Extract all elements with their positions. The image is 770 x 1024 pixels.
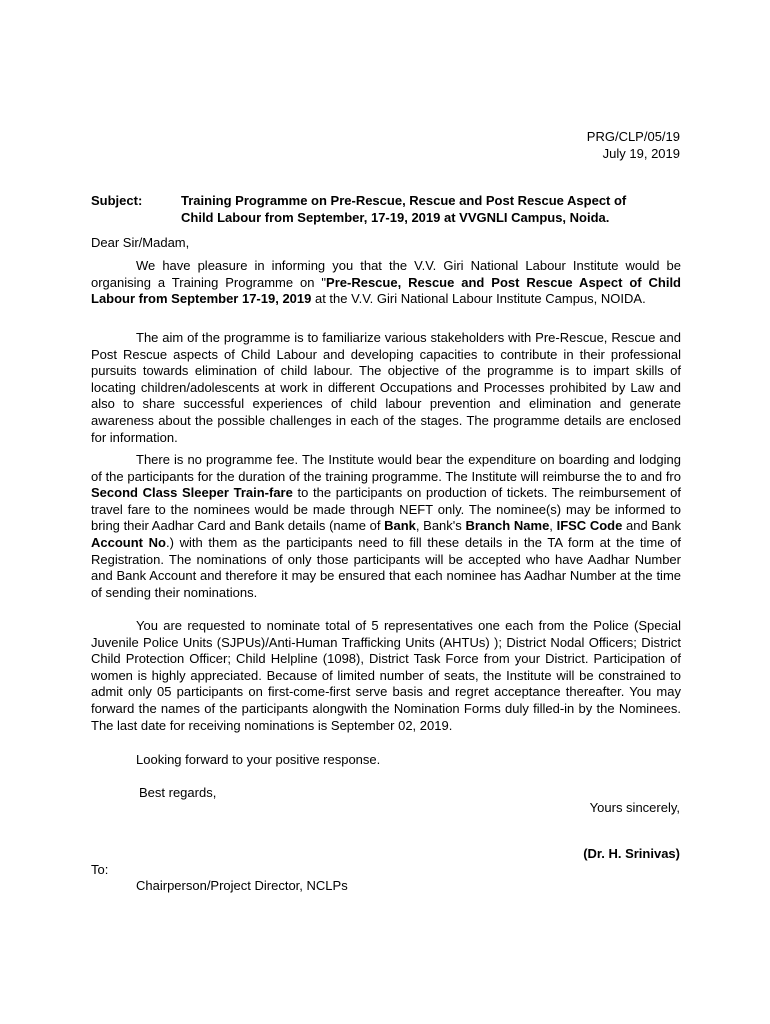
para3-bank: Bank (384, 518, 416, 534)
paragraph-nominations (91, 618, 681, 734)
paragraph-fees (91, 452, 681, 601)
para1-programme-title: Pre-Rescue, Rescue and Post Rescue Aspect of Child Labour from September 17-19, 2019 (91, 274, 681, 307)
salutation: Dear Sir/Madam, (91, 235, 190, 250)
para3-text-3: , Bank's (415, 518, 466, 534)
reference-block (587, 128, 680, 162)
para3-text-6: .) with them as the participants need to fill these details in the TA form at the time of Registration. The nominations of only those participants will be accepted who have Aadhar Number and Bank Account and therefore it may be ensured that each nominee has Aadhar Number at the time of sending their nominations. (91, 534, 681, 600)
para4-text: You are requested to nominate total of 5 representatives one each from the Police (Special Juvenile Police Units (SJPUs)/Anti-Human Trafficking Units (AHTUs) ); District Nodal Officers; District Child Protection Officer; Child Helpline (1098), District Task Force from your District. Participation of women is highly appreciated. Because of limited number of seats, the Institute will be constrained to admit only 05 participants on first-come-first serve basis and regret acceptance thereafter. You may forward the names of the participants alongwith the Nomination Forms duly filled-in by the Nominees. The last date for receiving nominations is September 02, 2019. (91, 618, 681, 733)
subject-text-line-1: Training Programme on Pre-Rescue, Rescue and Post Rescue Aspect of (181, 193, 627, 208)
para1-text-1: We have pleasure in informing you that the V.V. Giri National Labour Institute would be organising a Training Programme on " (91, 258, 681, 290)
subject-text (181, 192, 681, 226)
para3-text-4: , (549, 518, 557, 534)
sincerely-line: Yours sincerely, (589, 800, 680, 815)
addressee: Chairperson/Project Director, NCLPs (136, 878, 348, 893)
subject-label: Subject: (91, 193, 143, 208)
para3-text-5: and Bank (622, 518, 681, 534)
regards-line: Best regards, (139, 785, 217, 800)
reference-number: PRG/CLP/05/19 (586, 129, 680, 144)
para1-text-2: at the V.V. Giri National Labour Institute Campus, NOIDA. (311, 291, 646, 307)
closing-line: Looking forward to your positive response. (136, 752, 381, 767)
para3-branch-name: Branch Name (465, 518, 550, 534)
paragraph-aim (91, 330, 681, 446)
para3-text-2: to the participants on production of tickets. The reimbursement of travel fare to the nominees would be made through NEFT only. The nominee(s) may be informed to bring their Aadhar Card and Bank details (name of (91, 485, 681, 534)
to-label: To: (91, 862, 109, 877)
letter-date: July 19, 2019 (602, 146, 680, 161)
subject-text-line-2: Child Labour from September, 17-19, 2019 at VVGNLI Campus, Noida. (181, 210, 610, 225)
paragraph-intro (91, 258, 681, 308)
para3-account-no: Account No (91, 534, 167, 550)
para3-train-fare: Second Class Sleeper Train-fare (91, 485, 293, 501)
para3-text-1: There is no programme fee. The Institute would bear the expenditure on boarding and lodging of the participants for the duration of the training programme. The Institute will reimburse the to and fro (91, 452, 681, 484)
para2-text: The aim of the programme is to familiarize various stakeholders with Pre-Rescue, Rescue and Post Rescue aspects of Child Labour and developing capacities to contribute in their professional pursuits towards elimination of child labour. The objective of the programme is to impart skills of locating children/adolescents at work in different Occupations and Processes prohibited by Law and also to share successful experiences of child labour prevention and elimination and generate awareness about the possible challenges in each of the stages. The programme details are enclosed for information. (91, 330, 681, 445)
para3-ifsc-code: IFSC Code (556, 518, 623, 534)
signatory-name: (Dr. H. Srinivas) (583, 846, 680, 861)
